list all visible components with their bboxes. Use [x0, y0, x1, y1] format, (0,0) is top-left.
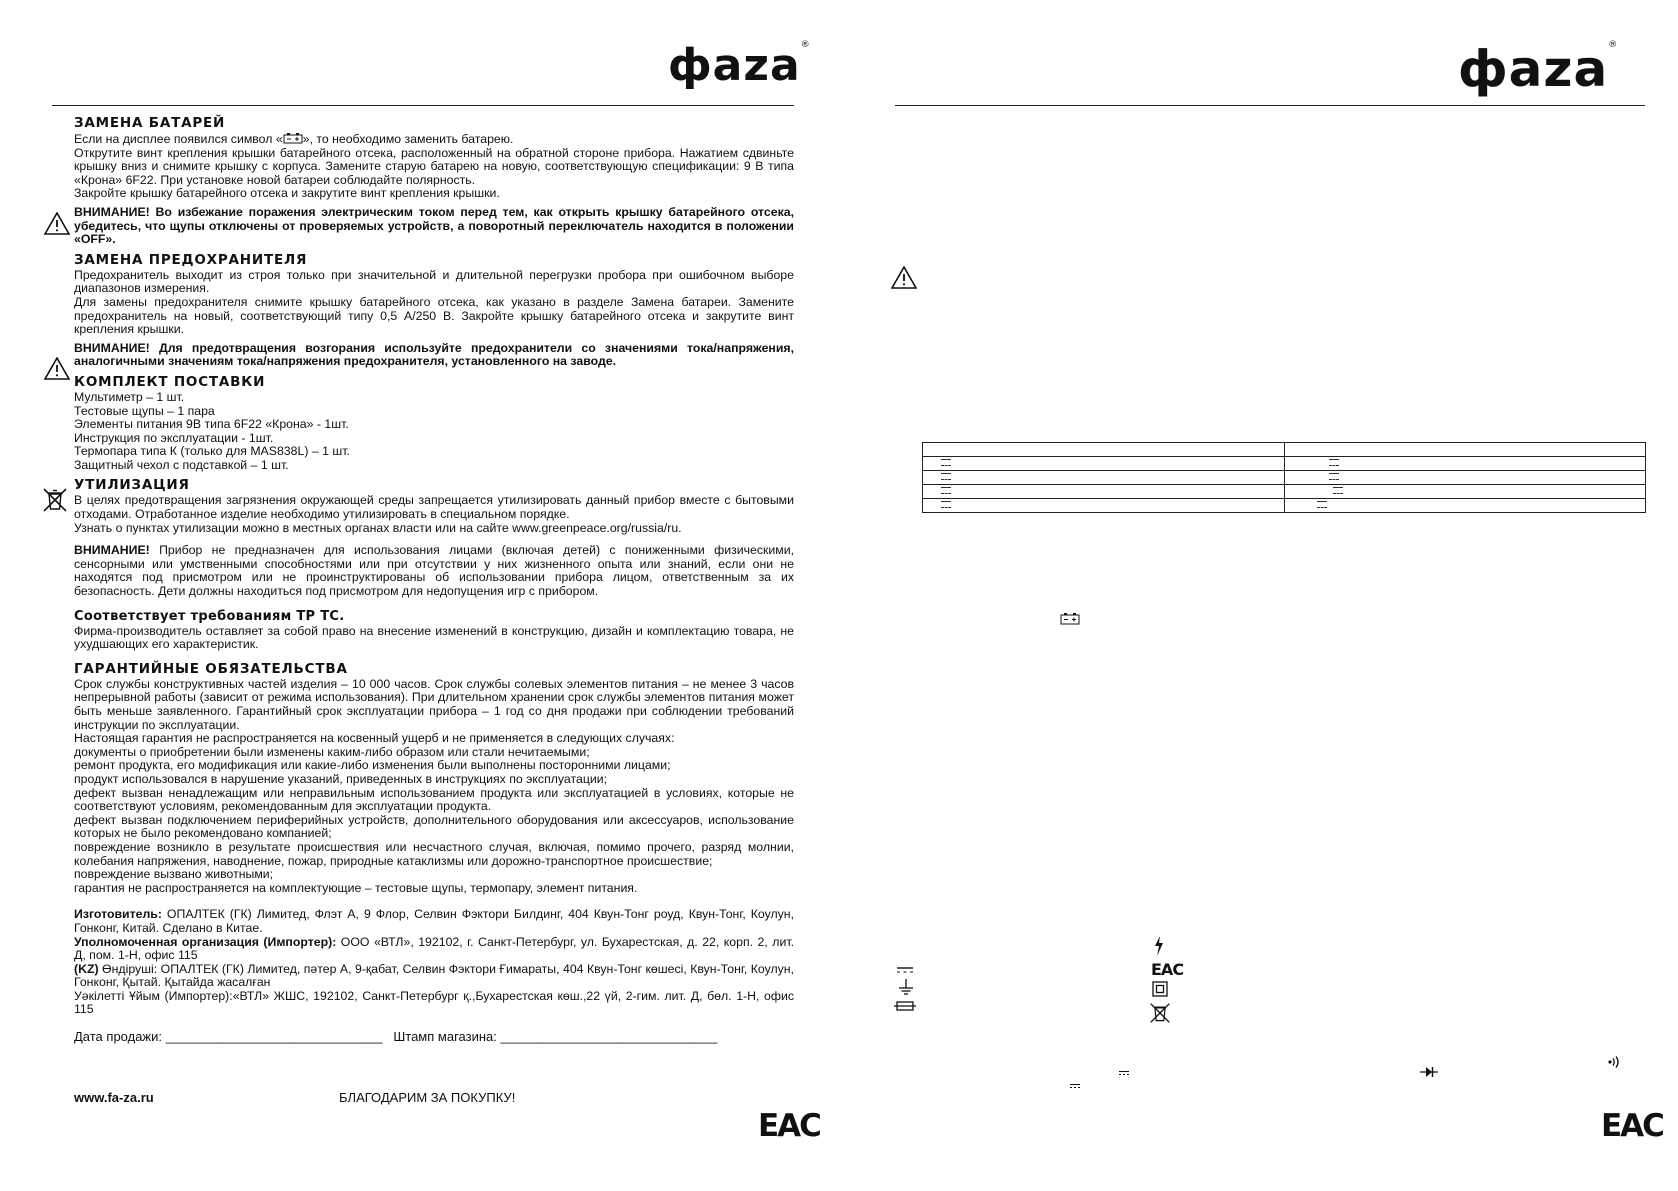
battery-line1: Если на дисплее появился символ « », то необходимо заменить батарею. — [74, 132, 514, 146]
table-row — [923, 457, 1646, 471]
header-rule-right — [895, 105, 1645, 106]
brand-logo-right — [1458, 40, 1618, 98]
battery-heading: ЗАМЕНА БАТАРЕЙ — [74, 115, 226, 131]
kit-item: Элементы питания 9В типа 6F22 «Крона» - 1шт. — [74, 417, 349, 432]
dc-icon — [1329, 473, 1339, 480]
warranty-line: повреждение вызвано животными; — [74, 867, 274, 882]
warranty-line: дефект вызван подключением периферийных устройств, дополнительного оборудования или аксессуаров, использование которых не было рекомендовано компанией; — [74, 812, 794, 841]
warranty-line: повреждение возникло в результате происшествия или несчастного случая, включая, помимо прочего, разряд молнии, колебания напряжения, наводнение, пожар, природные катаклизмы или дорожно-транспортное происшествие; — [74, 839, 794, 868]
spec-table — [922, 442, 1646, 513]
battery-body: Открутите винт крепления крышки батарейного отсека, расположенный на обратной стороне прибора. Нажатием сдвиньте крышку вниз и снимите крышку с корпуса. Замените старую батарею на новую, соответствующую спецификации: 9 В типа «Крона» 6F22. При установке новой батареи соблюдайте полярность. — [74, 145, 794, 187]
table-row — [923, 443, 1646, 457]
lightning-icon — [1152, 935, 1166, 957]
shop-stamp-field: Штамп магазина: ______________________________ — [393, 1029, 718, 1045]
double-insulation-icon — [1152, 981, 1168, 997]
kit-item: Термопара типа К (только для MAS838L) – 1 шт. — [74, 444, 350, 459]
battery-close: Закройте крышку батарейного отсека и закрутите винт крепления крышки. — [74, 186, 500, 201]
fuse-icon — [894, 1000, 916, 1012]
registered-mark: ® — [800, 40, 811, 50]
disposal-heading: УТИЛИЗАЦИЯ — [74, 477, 190, 494]
kz-manufacturer-info: (KZ) Өндіруші: ОПАЛТЕК (ГК) Лимитед, пәтер А, 9-қабат, Селвин Фэктори Ғимараты, 404 Квун-Тонг көшесі, Квун-Тонг, Коулун, Гонконг, Қытай. Қытайда жасалған — [74, 961, 794, 990]
crossed-bin-icon — [42, 487, 68, 513]
kit-item: Мультиметр – 1 шт. — [74, 389, 185, 404]
dc-icon — [941, 487, 951, 494]
importer-info: Уполномоченная организация (Импортер): ООО «ВТЛ», 192102, г. Санкт-Петербург, ул. Бухарестская, д. 22, корп. 2, лит. Д, пом. 1-Н, офис 115 — [74, 934, 794, 963]
dc-icon — [1317, 501, 1327, 508]
kit-item: Защитный чехол с подставкой – 1 шт. — [74, 457, 289, 472]
warranty-line: Настоящая гарантия не распространяется на косвенный ущерб и не применяется в следующих случаях: — [74, 731, 675, 746]
warning-triangle-icon — [891, 266, 917, 289]
ground-icon — [898, 978, 914, 996]
dc-icon — [1118, 1070, 1130, 1076]
dc-icon — [941, 501, 951, 508]
caution-paragraph: ВНИМАНИЕ! Прибор не предназначен для использования лицами (включая детей) с пониженными физическими, сенсорными или умственными способностями или при отсутствии у них жизненного опыта или знаний, если они не находятся под присмотром или не проинструктированы об использовании прибора лицом, ответственным за их безопасность. Дети должны находиться под присмотром для недопущения игр с прибором. — [74, 543, 794, 599]
conformity-text: Фирма-производитель оставляет за собой право на внесение изменений в конструкцию, дизайн и комплектацию товара, не ухудшающих его характеристик. — [74, 623, 794, 652]
brand-logo-text: фаza — [668, 40, 801, 91]
warranty-line: документы о приобретении были изменены каким-либо образом или стали нечитаемыми; — [74, 744, 590, 759]
warranty-paragraph: Срок службы конструктивных частей изделия – 10 000 часов. Срок службы солевых элементов питания – не менее 3 часов непрерывной работы (зависит от режима использования). При длительном хранении срок службы элементов питания может быть меньше заявленного. Гарантийный срок эксплуатации прибора – 1 год со дня продажи при соблюдении требований инструкции по эксплуатации. — [74, 676, 794, 732]
table-row — [923, 471, 1646, 485]
warranty-line: гарантия не распространяется на комплектующие – тестовые щупы, термопару, элемент питания. — [74, 880, 638, 895]
website-link[interactable]: www.fa-za.ru — [74, 1090, 154, 1105]
kit-item: Тестовые щупы – 1 пара — [74, 403, 215, 418]
caution-lead: ВНИМАНИЕ! — [74, 543, 150, 558]
dc-icon — [941, 459, 951, 466]
dc-icon — [1069, 1083, 1081, 1089]
table-row — [923, 499, 1646, 513]
table-row — [923, 485, 1646, 499]
warning-fuse: ВНИМАНИЕ! Для предотвращения возгорания используйте предохранители со значениями тока/напряжения, аналогичными значениям тока/напряжения предохранителя, установленного на заводе. — [74, 340, 794, 369]
warning-triangle-icon — [44, 357, 70, 380]
warranty-line: дефект вызван ненадлежащим или неправильным использованием продукта или эксплуатацией в условиях, которые не соответствуют условиям, рекомендованным для эксплуатации продукта. — [74, 785, 794, 814]
conformity-heading: Соответствует требованиям ТР ТС. — [74, 608, 345, 624]
eac-mark-right: EAC — [1601, 1108, 1663, 1144]
dc-icon — [1333, 487, 1343, 494]
sale-date-field: Дата продажи: ______________________________ — [74, 1029, 383, 1045]
dc-icon — [1329, 459, 1339, 466]
fuse-paragraph-1: Предохранитель выходит из строя только при значительной и длительной перегрузки пробора при ошибочном выборе диапазонов измерения. — [74, 267, 794, 296]
eac-mark-left: EAC — [758, 1108, 820, 1144]
warranty-line: продукт использовался в нарушение указаний, приведенных в инструкциях по эксплуатации; — [74, 771, 608, 786]
fuse-paragraph-2: Для замены предохранителя снимите крышку батарейного отсека, как указано в разделе Замена батареи. Замените предохранитель на новый, соответствующий типу 0,5 А/250 В. Закройте крышку батарейного отсека и закрутите винт крепления крышки. — [74, 294, 794, 337]
eac-small-mark: EAC — [1151, 960, 1184, 979]
crossed-bin-icon — [1149, 1002, 1171, 1024]
warranty-heading: ГАРАНТИЙНЫЕ ОБЯЗАТЕЛЬСТВА — [74, 660, 348, 677]
dc-icon — [941, 473, 951, 480]
kit-item: Инструкция по эксплуатации - 1шт. — [74, 430, 274, 445]
disposal-paragraph-1: В целях предотвращения загрязнения окружающей среды запрещается утилизировать данный прибор вместе с бытовыми отходами. Отработанное изделие необходимо утилизировать в специальном порядке. — [74, 493, 794, 522]
warning-triangle-icon — [44, 212, 70, 235]
brand-logo-text: фаza — [1458, 40, 1609, 98]
warning-battery-compartment: ВНИМАНИЕ! Во избежание поражения электрическим током перед тем, как открыть крышку батарейного отсека, убедитесь, что щупы отключены от проверяемых устройств, а поворотный переключатель находится в положении «OFF». — [74, 204, 794, 247]
registered-mark: ® — [1608, 40, 1619, 50]
warranty-line: ремонт продукта, его модификация или какие-либо изменения были выполнены посторонними лицами; — [74, 758, 671, 773]
manufacturer-info: Изготовитель: ОПАЛТЕК (ГК) Лимитед, Флэт А, 9 Флор, Селвин Фэктори Билдинг, 404 Квун-Тонг роуд, Квун-Тонг, Коулун, Гонконг, Китай. Сделано в Китае. — [74, 907, 794, 935]
dc-icon — [896, 966, 914, 974]
brand-logo-left — [668, 40, 811, 91]
battery-icon — [283, 132, 303, 144]
battery-icon — [1060, 611, 1080, 625]
buzzer-icon — [1606, 1054, 1622, 1070]
diode-icon — [1420, 1066, 1438, 1078]
left-column — [74, 115, 794, 1044]
thanks-text: БЛАГОДАРИМ ЗА ПОКУПКУ! — [339, 1090, 516, 1105]
header-rule-left — [52, 105, 794, 106]
kz-importer-info: Уәкілетті Ұйым (Импортер):«ВТЛ» ЖШС, 192102, Санкт-Петербург қ.,Бухарестская көш.,22 үй, 2-гим. лит. Д, бөл. 1-Н, офис 115 — [74, 988, 794, 1017]
fuse-heading: ЗАМЕНА ПРЕДОХРАНИТЕЛЯ — [74, 251, 308, 268]
sale-stamp-line — [74, 1030, 794, 1044]
kit-heading: КОМПЛЕКТ ПОСТАВКИ — [74, 373, 266, 390]
disposal-paragraph-2: Узнать о пунктах утилизации можно в местных органах власти или на сайте www.greenpeace.org/russia/ru. — [74, 520, 682, 535]
